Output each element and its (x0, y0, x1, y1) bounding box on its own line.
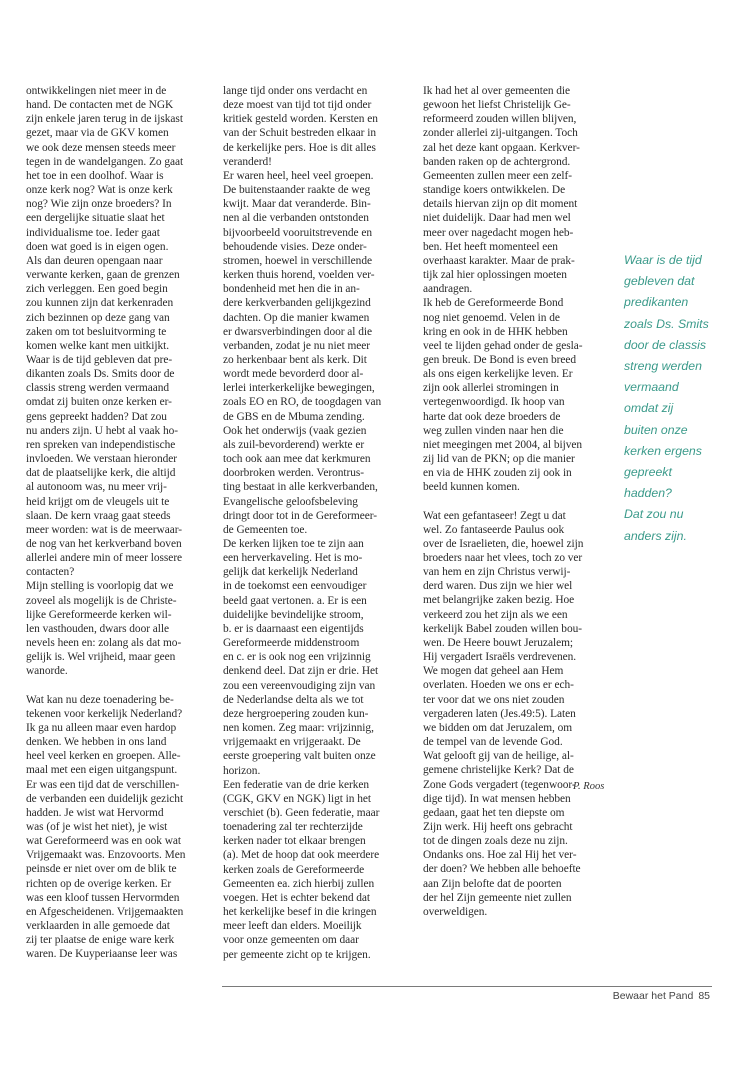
text-column-3 (423, 84, 613, 919)
paragraph: Wat een gefantaseer! Zegt u dat wel. Zo fantaseerde Paulus ook over de Israelieten, die, hoewel zijn broeders naar het vlees, toch zo ver van hem en zijn Christus verwij- derd waren. Dus zijn we hier wel met belangrijke zaken bezig. Hoe verkeerd zou het zijn als we een kerkelijk Babel zouden willen bou- wen. De Heere bouwt Jeruzalem; Hij vergadert Israëls verdrevenen. We mogen dat geheel aan Hem overlaten. Hoeden we ons er ech- ter voor dat we ons niet zouden vergaderen laten (Jes.49:5). Laten we bidden om dat Jeruzalem, om de tempel van de levende God. Wat gelooft gij van de heilige, al- gemene christelijke Kerk? Dat de Zone Gods vergadert (tegenwoor- dige tijd). In wat mensen hebben gedaan, gaat het ten diepste om Zijn werk. Hij heeft ons gebracht tot de dingen zoals deze nu zijn. Ondanks ons. Hoe zal Hij het ver- der doen? We hebben alle behoefte aan Zijn belofte dat de poorten der hel Zijn gemeente niet zullen overweldigen. (423, 509, 584, 918)
page-footer (613, 990, 710, 1002)
publication-title: Bewaar het Pand (612, 990, 694, 1002)
paragraph: Ik had het al over gemeenten die gewoon het liefst Christelijk Ge- reformeerd zouden willen blijven, zonder allerlei zij-uitgangen. Toch zal het deze kant opgaan. Kerkver- banden raken op de achtergrond. Gemeenten zullen meer een zelf- standige koers ontwikkelen. De details hiervan zijn op dit moment niet duidelijk. Daar had men wel meer over nagedacht mogen heb- ben. Het heeft momenteel een overhaast karakter. Maar de prak- tijk zal hier oplossingen moeten aandragen. Ik heb de Gereformeerde Bond nog niet genoemd. Velen in de kring en ook in de HHK hebben veel te lijden gehad onder de gesla- gen breuk. De Bond is even breed als ons eigen kerkelijke leven. Er zijn ook allerlei stromingen in vertegenwoordigd. Ik hoop van harte dat ook deze broeders de weg zullen vinden naar hen die niet meegingen met 2004, al bijven zij lid van de PKN; op die manier en via de HHK zouden zij ook in beeld kunnen komen. (423, 85, 583, 494)
paragraph: Wat kan nu deze toenadering be- tekenen voor kerkelijk Nederland? Ik ga nu alleen maar even hardop denken. We hebben in ons land heel veel kerken en groepen. Alle- maal met een eigen uitgangspunt. Er was een tijd dat de verschillen- de verbanden een duidelijk gezicht hadden. Je wist wat Hervormd was (of je wist het niet), je wist wat Gereformeerd was en ook wat Vrijgemaakt was. Enzovoorts. Men peinsde er niet over om de blik te richten op de overige kerken. Er was een kloof tussen Hervormden en Afgescheidenen. Vrijgemaakten verklaarden in alle gemoede dat zij ter plaatse de enige ware kerk waren. De Kuyperiaanse leer was (26, 693, 186, 961)
paragraph: ontwikkelingen niet meer in de hand. De contacten met de NGK zijn enkele jaren terug in de ijskast gezet, maar via de GKV komen we ook deze mensen steeds meer tegen in de wandelgangen. Zo gaat het toe in een doolhof. Waar is onze kerk nog? Wat is onze kerk nog? Wie zijn onze broeders? In een dergelijke situatie slaat het individualisme toe. Ieder gaat doen wat goed is in eigen ogen. Als dan deuren opengaan naar verwante kerken, gaan de grenzen zich verleggen. Een goed begin zou kunnen zijn dat kerkenraden zich bezinnen op deze gang van zaken om tot besluitvorming te komen welke kant men uitkijkt. Waar is de tijd gebleven dat pre- dikanten zoals Ds. Smits door de classis streng werden vermaand omdat zij buiten onze kerken er- gens gepreekt hadden? Dat zou nu anders zijn. U hebt al vaak ho- ren spreken van independistische invloeden. We verstaan hieronder dat de plaatselijke kerk, die altijd al autonoom was, nu meer vrij- heid krijgt om de vleugels uit te slaan. De kern vraag gaat steeds meer worden: wat is de meerwaar- de nog van het kerkverband boven allerlei andere min of meer lossere contacten? Mijn stelling is voorlopig dat we zoveel als mogelijk is de Christe- lijke Gereformeerde kerken wil- len vasthouden, dwars door alle nevels heen en: zolang als dat mo- gelijk is. Wel vrijheid, maar geen wanorde. (26, 85, 184, 678)
footer-rule (222, 986, 712, 987)
text-column-1 (26, 84, 212, 962)
page-number: 85 (698, 990, 710, 1002)
text-column-2 (223, 84, 411, 962)
author-signature: P. Roos (573, 781, 605, 792)
paragraph: lange tijd onder ons verdacht en deze moest van tijd tot tijd onder kritiek gesteld worden. Kersten en van der Schuit bestreden elkaar in de kerkelijke pers. Hoe is dit alles veranderd! Er waren heel, heel veel groepen. De buitenstaander raakte de weg kwijt. Maar dat veranderde. Bin- nen al die verbanden ontstonden bijvoorbeeld vooruitstrevende en behoudende visies. Deze onder- stromen, hoewel in verschillende kerken thuis horend, voelden ver- bondenheid met hen die in an- dere kerkverbanden gelijkgezind dachten. Op die manier kwamen er dwarsverbindingen door al die verbanden, zodat je nu niet meer zo herkenbaar bent als kerk. Dit wordt mede bevorderd door al- lerlei interkerkelijke bewegingen, zoals EO en RO, de toogdagen van de GBS en de Mbuma zending. Ook het onderwijs (vaak gezien als zuil-bevorderend) werkte er toch ook aan mee dat kerkmuren doorbroken werden. Verontrus- ting bestaat in alle kerkverbanden, Evangelische geloofsbeleving dringt door tot in de Gereformeer- de Gemeenten toe. De kerken lijken toe te zijn aan een herverkaveling. Het is mo- gelijk dat kerkelijk Nederland in de toekomst een eenvoudiger beeld gaat vertonen. a. Er is een duidelijke bevindelijke stroom, b. er is daarnaast een eigentijds Gereformeerde middenstroom en c. er is ook nog een vrijzinnig denkend deel. Dat zijn er drie. Het zou een vereenvoudiging zijn van de Nederlandse delta als we tot deze hergroepering zouden kun- nen komen. Zeg maar: vrijzinnig, vrijgemaakt en vrijgeraakt. De eerste groepering valt buiten onze horizon. Een federatie van de drie kerken (CGK, GKV en NGK) ligt in het verschiet (b). Geen federatie, maar toenadering zal ter rechterzijde kerken nader tot elkaar brengen (a). Met de hoop dat ook meerdere kerken zoals de Gereformeerde Gemeenten ea. zich hierbij zullen voegen. Het is echter bekend dat het kerkelijke besef in die kringen meer leeft dan elders. Moeilijk voor onze gemeenten om daar per gemeente zicht op te krijgen. (223, 85, 382, 961)
pull-quote: Waar is de tijd gebleven dat predikanten zoals Ds. Smits door de classis streng werden vermaand omdat zij buiten onze kerken ergens gepreekt hadden? Dat zou nu anders zijn. (624, 253, 709, 543)
